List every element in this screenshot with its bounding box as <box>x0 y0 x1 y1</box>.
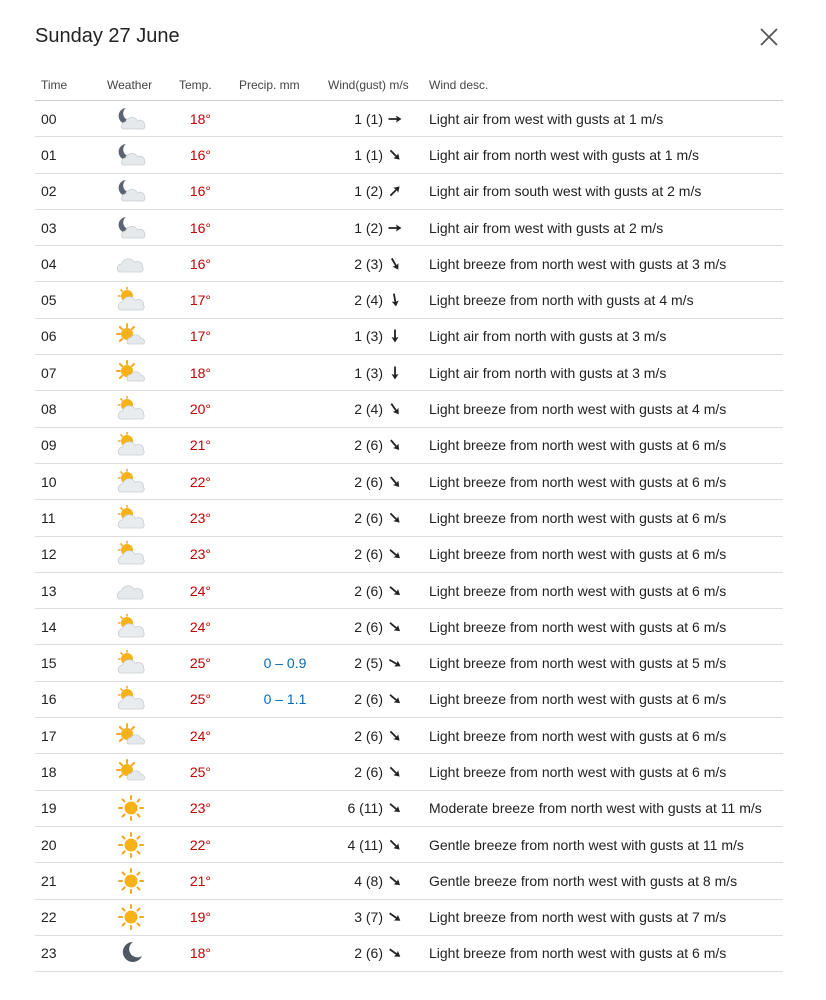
wind-direction-arrow-icon <box>387 583 403 599</box>
wind-direction-arrow-icon <box>387 292 403 308</box>
row-temperature: 22° <box>189 836 211 853</box>
row-wind-description: Light air from south west with gusts at 2 m/s <box>429 183 702 200</box>
table-row <box>35 319 783 355</box>
row-time: 14 <box>41 618 57 635</box>
row-wind-speed: 1 (1) <box>354 110 383 127</box>
table-row <box>35 791 783 827</box>
wind-direction-arrow-icon <box>387 546 403 562</box>
row-temperature: 16° <box>189 219 211 236</box>
wind-direction-arrow-icon <box>387 619 403 635</box>
row-wind-description: Light breeze from north west with gusts at 6 m/s <box>429 691 727 708</box>
row-wind-speed: 2 (6) <box>354 473 383 490</box>
row-wind-description: Light breeze from north west with gusts at 4 m/s <box>429 401 727 418</box>
sun-icon <box>114 831 148 859</box>
row-temperature: 23° <box>189 800 211 817</box>
partly-cloudy-icon <box>114 431 148 459</box>
row-wind-speed: 1 (3) <box>354 328 383 345</box>
partly-cloudy-icon <box>114 540 148 568</box>
table-row <box>35 682 783 718</box>
moon-icon <box>114 939 148 967</box>
row-wind-speed: 4 (8) <box>354 872 383 889</box>
wind-direction-arrow-icon <box>387 510 403 526</box>
row-time: 15 <box>41 655 57 672</box>
row-wind-speed: 2 (6) <box>354 546 383 563</box>
table-row <box>35 101 783 137</box>
partly-cloudy-icon <box>114 286 148 314</box>
row-time: 20 <box>41 836 57 853</box>
wind-direction-arrow-icon <box>387 256 403 272</box>
row-wind-speed: 2 (3) <box>354 255 383 272</box>
sun-cloud-icon <box>114 359 148 387</box>
row-temperature: 20° <box>189 401 211 418</box>
wind-direction-arrow-icon <box>387 147 403 163</box>
wind-direction-arrow-icon <box>387 183 403 199</box>
table-row <box>35 900 783 936</box>
row-time: 05 <box>41 292 57 309</box>
table-row <box>35 645 783 681</box>
row-temperature: 18° <box>189 364 211 381</box>
row-temperature: 25° <box>189 655 211 672</box>
wind-direction-arrow-icon <box>387 728 403 744</box>
wind-direction-arrow-icon <box>387 800 403 816</box>
row-wind-description: Light air from west with gusts at 2 m/s <box>429 219 664 236</box>
table-row <box>35 863 783 899</box>
row-time: 04 <box>41 255 57 272</box>
row-wind-description: Light breeze from north west with gusts at 6 m/s <box>429 727 727 744</box>
table-row <box>35 210 783 246</box>
row-time: 17 <box>41 727 57 744</box>
row-time: 13 <box>41 582 57 599</box>
sun-icon <box>114 867 148 895</box>
row-wind-speed: 1 (2) <box>354 219 383 236</box>
row-temperature: 23° <box>189 509 211 526</box>
sun-icon <box>114 903 148 931</box>
cloud-icon <box>114 250 148 278</box>
partly-cloudy-icon <box>114 685 148 713</box>
row-wind-description: Light breeze from north west with gusts at 3 m/s <box>429 255 727 272</box>
forecast-table <box>35 101 783 972</box>
wind-direction-arrow-icon <box>387 474 403 490</box>
row-wind-description: Gentle breeze from north west with gusts at 8 m/s <box>429 872 738 889</box>
row-temperature: 18° <box>189 945 211 962</box>
row-temperature: 21° <box>189 872 211 889</box>
row-time: 03 <box>41 219 57 236</box>
wind-direction-arrow-icon <box>387 945 403 961</box>
row-time: 06 <box>41 328 57 345</box>
row-wind-description: Light air from north west with gusts at 1 m/s <box>429 146 699 163</box>
table-row <box>35 464 783 500</box>
partly-cloudy-icon <box>114 649 148 677</box>
row-temperature: 25° <box>189 763 211 780</box>
row-wind-description: Light air from north with gusts at 3 m/s <box>429 328 667 345</box>
row-temperature: 18° <box>189 110 211 127</box>
close-button[interactable] <box>756 24 782 50</box>
row-wind-description: Light breeze from north with gusts at 4 m/s <box>429 292 694 309</box>
sun-cloud-icon <box>114 758 148 786</box>
moon-cloud-icon <box>114 177 148 205</box>
row-wind-speed: 1 (2) <box>354 183 383 200</box>
sun-icon <box>114 794 148 822</box>
row-wind-speed: 2 (6) <box>354 582 383 599</box>
row-time: 22 <box>41 909 57 926</box>
wind-direction-arrow-icon <box>387 437 403 453</box>
moon-cloud-icon <box>114 141 148 169</box>
row-wind-speed: 2 (4) <box>354 401 383 418</box>
row-time: 07 <box>41 364 57 381</box>
table-row <box>35 137 783 173</box>
wind-direction-arrow-icon <box>387 837 403 853</box>
row-time: 11 <box>41 509 56 526</box>
wind-direction-arrow-icon <box>387 764 403 780</box>
cloud-icon <box>114 577 148 605</box>
row-time: 21 <box>41 872 57 889</box>
row-wind-description: Light breeze from north west with gusts at 6 m/s <box>429 473 727 490</box>
table-row <box>35 246 783 282</box>
wind-direction-arrow-icon <box>387 655 403 671</box>
header-precip: Precip. mm <box>239 78 300 92</box>
table-header <box>35 72 783 101</box>
row-wind-description: Light air from west with gusts at 1 m/s <box>429 110 664 127</box>
row-wind-description: Light breeze from north west with gusts at 6 m/s <box>429 945 727 962</box>
partly-cloudy-icon <box>114 468 148 496</box>
table-row <box>35 609 783 645</box>
row-time: 09 <box>41 437 57 454</box>
row-time: 02 <box>41 183 57 200</box>
moon-cloud-icon <box>114 105 148 133</box>
row-wind-speed: 4 (11) <box>347 836 383 853</box>
row-precipitation: 0 – 1.1 <box>263 691 307 708</box>
row-wind-speed: 1 (3) <box>354 364 383 381</box>
row-time: 01 <box>41 146 57 163</box>
header-weather: Weather <box>107 78 153 92</box>
row-wind-speed: 2 (6) <box>354 437 383 454</box>
row-time: 08 <box>41 401 57 418</box>
row-temperature: 23° <box>189 546 211 563</box>
row-time: 18 <box>41 763 57 780</box>
table-row <box>35 718 783 754</box>
row-time: 00 <box>41 110 57 127</box>
row-temperature: 16° <box>189 255 211 272</box>
row-wind-description: Light breeze from north west with gusts at 6 m/s <box>429 546 727 563</box>
sun-cloud-icon <box>114 722 148 750</box>
row-time: 19 <box>41 800 57 817</box>
header-temp: Temp. <box>179 78 212 92</box>
row-wind-speed: 3 (7) <box>354 909 383 926</box>
row-temperature: 24° <box>189 582 211 599</box>
table-row <box>35 428 783 464</box>
row-wind-speed: 2 (5) <box>354 655 383 672</box>
row-wind-description: Gentle breeze from north west with gusts at 11 m/s <box>429 836 744 853</box>
wind-direction-arrow-icon <box>387 328 403 344</box>
table-row <box>35 500 783 536</box>
row-wind-speed: 2 (6) <box>354 618 383 635</box>
table-row <box>35 391 783 427</box>
row-precipitation: 0 – 0.9 <box>263 655 307 672</box>
row-temperature: 16° <box>189 146 211 163</box>
row-wind-description: Light breeze from north west with gusts at 5 m/s <box>429 655 727 672</box>
row-temperature: 17° <box>189 328 211 345</box>
partly-cloudy-icon <box>114 395 148 423</box>
row-wind-speed: 6 (11) <box>347 800 383 817</box>
table-row <box>35 537 783 573</box>
row-wind-speed: 2 (6) <box>354 727 383 744</box>
row-wind-description: Light breeze from north west with gusts at 7 m/s <box>429 909 727 926</box>
partly-cloudy-icon <box>114 504 148 532</box>
row-time: 10 <box>41 473 57 490</box>
row-wind-description: Moderate breeze from north west with gusts at 11 m/s <box>429 800 762 817</box>
row-wind-description: Light breeze from north west with gusts at 6 m/s <box>429 618 727 635</box>
row-wind-speed: 2 (6) <box>354 763 383 780</box>
close-icon <box>756 24 782 50</box>
wind-direction-arrow-icon <box>387 401 403 417</box>
row-wind-speed: 2 (6) <box>354 509 383 526</box>
table-row <box>35 936 783 972</box>
wind-direction-arrow-icon <box>387 111 403 127</box>
wind-direction-arrow-icon <box>387 691 403 707</box>
row-time: 23 <box>41 945 57 962</box>
sun-cloud-icon <box>114 322 148 350</box>
table-row <box>35 754 783 790</box>
table-row <box>35 573 783 609</box>
header-wind: Wind(gust) m/s <box>328 78 409 92</box>
row-wind-description: Light breeze from north west with gusts at 6 m/s <box>429 509 727 526</box>
table-row <box>35 174 783 210</box>
row-temperature: 24° <box>189 727 211 744</box>
row-wind-description: Light breeze from north west with gusts at 6 m/s <box>429 437 727 454</box>
row-temperature: 17° <box>189 292 211 309</box>
row-wind-speed: 2 (4) <box>354 292 383 309</box>
row-temperature: 16° <box>189 183 211 200</box>
row-temperature: 19° <box>189 909 211 926</box>
page-title: Sunday 27 June <box>35 25 180 47</box>
table-row <box>35 282 783 318</box>
row-wind-speed: 2 (6) <box>354 945 383 962</box>
row-time: 16 <box>41 691 57 708</box>
row-wind-speed: 1 (1) <box>354 146 383 163</box>
moon-cloud-icon <box>114 214 148 242</box>
row-wind-description: Light breeze from north west with gusts at 6 m/s <box>429 582 727 599</box>
row-wind-description: Light breeze from north west with gusts at 6 m/s <box>429 763 727 780</box>
table-row <box>35 355 783 391</box>
wind-direction-arrow-icon <box>387 909 403 925</box>
partly-cloudy-icon <box>114 613 148 641</box>
row-temperature: 25° <box>189 691 211 708</box>
row-wind-speed: 2 (6) <box>354 691 383 708</box>
wind-direction-arrow-icon <box>387 220 403 236</box>
wind-direction-arrow-icon <box>387 365 403 381</box>
table-row <box>35 827 783 863</box>
row-temperature: 24° <box>189 618 211 635</box>
header-time: Time <box>41 78 68 92</box>
wind-direction-arrow-icon <box>387 873 403 889</box>
row-time: 12 <box>41 546 57 563</box>
row-wind-description: Light air from north with gusts at 3 m/s <box>429 364 667 381</box>
row-temperature: 21° <box>189 437 211 454</box>
header-desc: Wind desc. <box>429 78 489 92</box>
row-temperature: 22° <box>189 473 211 490</box>
